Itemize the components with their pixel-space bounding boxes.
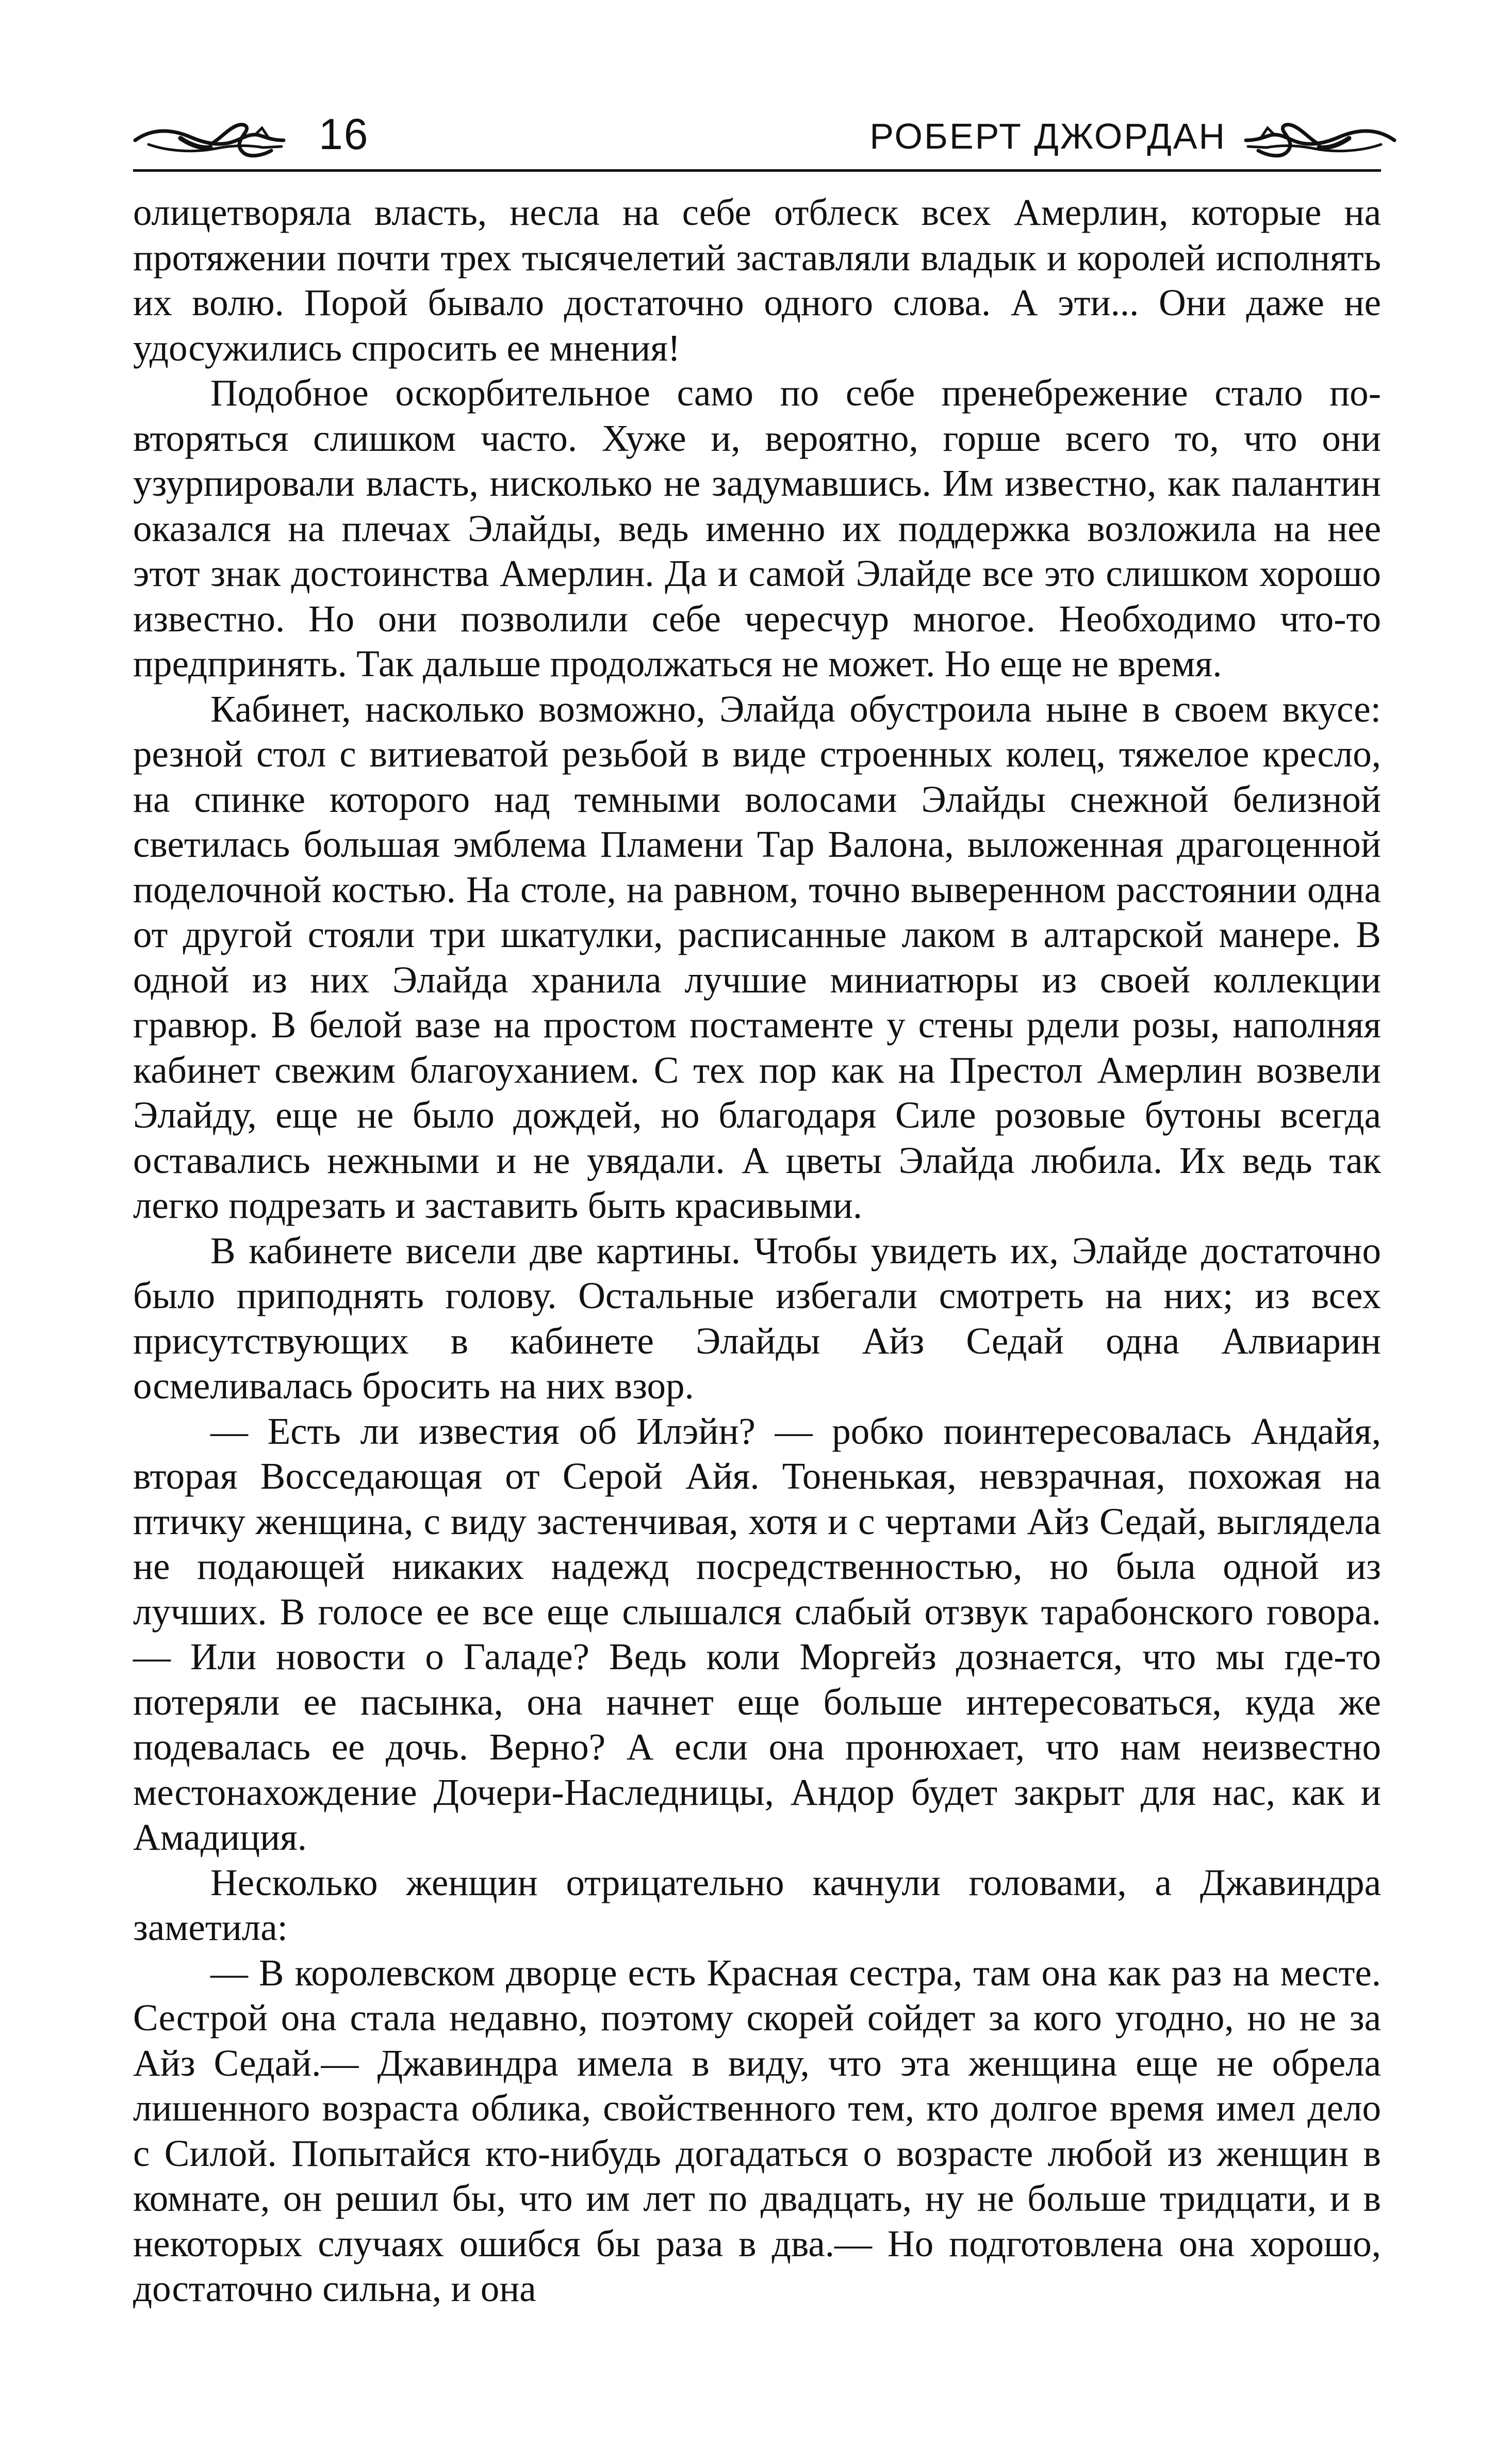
paragraph: — В королевском дворце есть Красная сестра, там она как раз на месте. Сестрой она стала недавно, поэтому скорей сойдет за кого угодно, но не за Айз Седай.— Джавиндра имела в виду, что эта женщина еще не обрела лишенного возраста облика, свойственного тем, кто долгое время имел дело с Силой. Попытайся кто-нибудь догадаться о возрасте любой из женщин в комнате, он решил бы, что им лет по двадцать, ну не больше тридцати, и в некоторых случаях ошибся бы раза в два.— Но подготовлена она хорошо, достаточно сильна, и она bbox=[133, 1951, 1381, 2309]
page-number: 16 bbox=[319, 110, 369, 158]
paragraph: олицетворяла власть, несла на себе отблеск всех Амерлин, которые на протяжении почти трех тысячелетий заставляли владык и королей исполнять их волю. Порой бывало достаточно одного слова. А эти... Они даже не удосужились спросить ее мнения! bbox=[133, 191, 1381, 369]
swash-ornament-icon bbox=[133, 115, 288, 161]
paragraph: Кабинет, насколько возможно, Элайда обустроила ныне в своем вкусе: резной стол с витиеватой резьбой в виде строенных колец, тяжелое кресло, на спинке которого над темными волосами Элайды снежной белизной светилась большая эмблема Пламени Тар Валона, выложенная драгоценной поделочной костью. На столе, на равном, точно выверенном расстоянии одна от другой стояли три шкатулки, расписанные лаком в алтарской манере. В одной из них Элайда хранила лучшие миниатюры из своей коллекции гравюр. В белой вазе на простом постаменте у стены рдели розы, наполняя кабинет свежим благоуханием. С тех пор как на Престол Амерлин возвели Элайду, еще не было дождей, но благодаря Силе розовые бутоны всегда оставались нежными и не увядали. А цветы Элайда любила. Их ведь так легко подрезать и заставить быть красивыми. bbox=[133, 688, 1381, 1226]
paragraph: Подобное оскорбительное само по себе пренебрежение стало повторяться слишком часто. Хуже и, вероятно, горше всего то, что они узурпировали власть, нисколько не задумавшись. Им известно, как палантин оказался на плечах Элайды, ведь именно их поддержка возложила на нее этот знак достоинства Амерлин. Да и самой Элайде все это слишком хорошо известно. Но они позволили себе чересчур многое. Необходимо что-то предпринять. Так дальше продолжаться не может. Но еще не время. bbox=[133, 372, 1381, 684]
paragraph: В кабинете висели две картины. Чтобы увидеть их, Элайде достаточно было приподнять голову. Остальные избегали смотреть на них; из всех присутствующих в кабинете Элайды Айз Седай одна Алвиарин осмеливалась бросить на них взор. bbox=[133, 1229, 1381, 1407]
paragraph: — Есть ли известия об Илэйн? — робко поинтересовалась Андайя, вторая Восседающая от Серой Айя. Тоненькая, невзрачная, похожая на птичку женщина, с виду застенчивая, хотя и с чертами Айз Седай, выглядела не подающей никаких надежд посредственностью, но была одной из лучших. В голосе ее все еще слышался слабый отзвук тарабонского говора.— Или новости о Галаде? Ведь коли Моргейз дознается, что мы где-то потеряли ее пасынка, она начнет еще больше интересоваться, куда же подевалась ее дочь. Верно? А если она пронюхает, что нам неизвестно местонахождение Дочери-Наследницы, Андор будет закрыт для нас, как и Амадиция. bbox=[133, 1410, 1381, 1858]
body-text bbox=[133, 190, 1381, 2311]
paragraph: Несколько женщин отрицательно качнули головами, а Джавиндра заметила: bbox=[133, 1861, 1381, 1948]
swash-ornament-icon bbox=[1242, 115, 1396, 161]
book-author: РОБЕРТ ДЖОРДАН bbox=[869, 116, 1226, 156]
running-head bbox=[133, 103, 1381, 175]
header-rule bbox=[133, 169, 1381, 172]
